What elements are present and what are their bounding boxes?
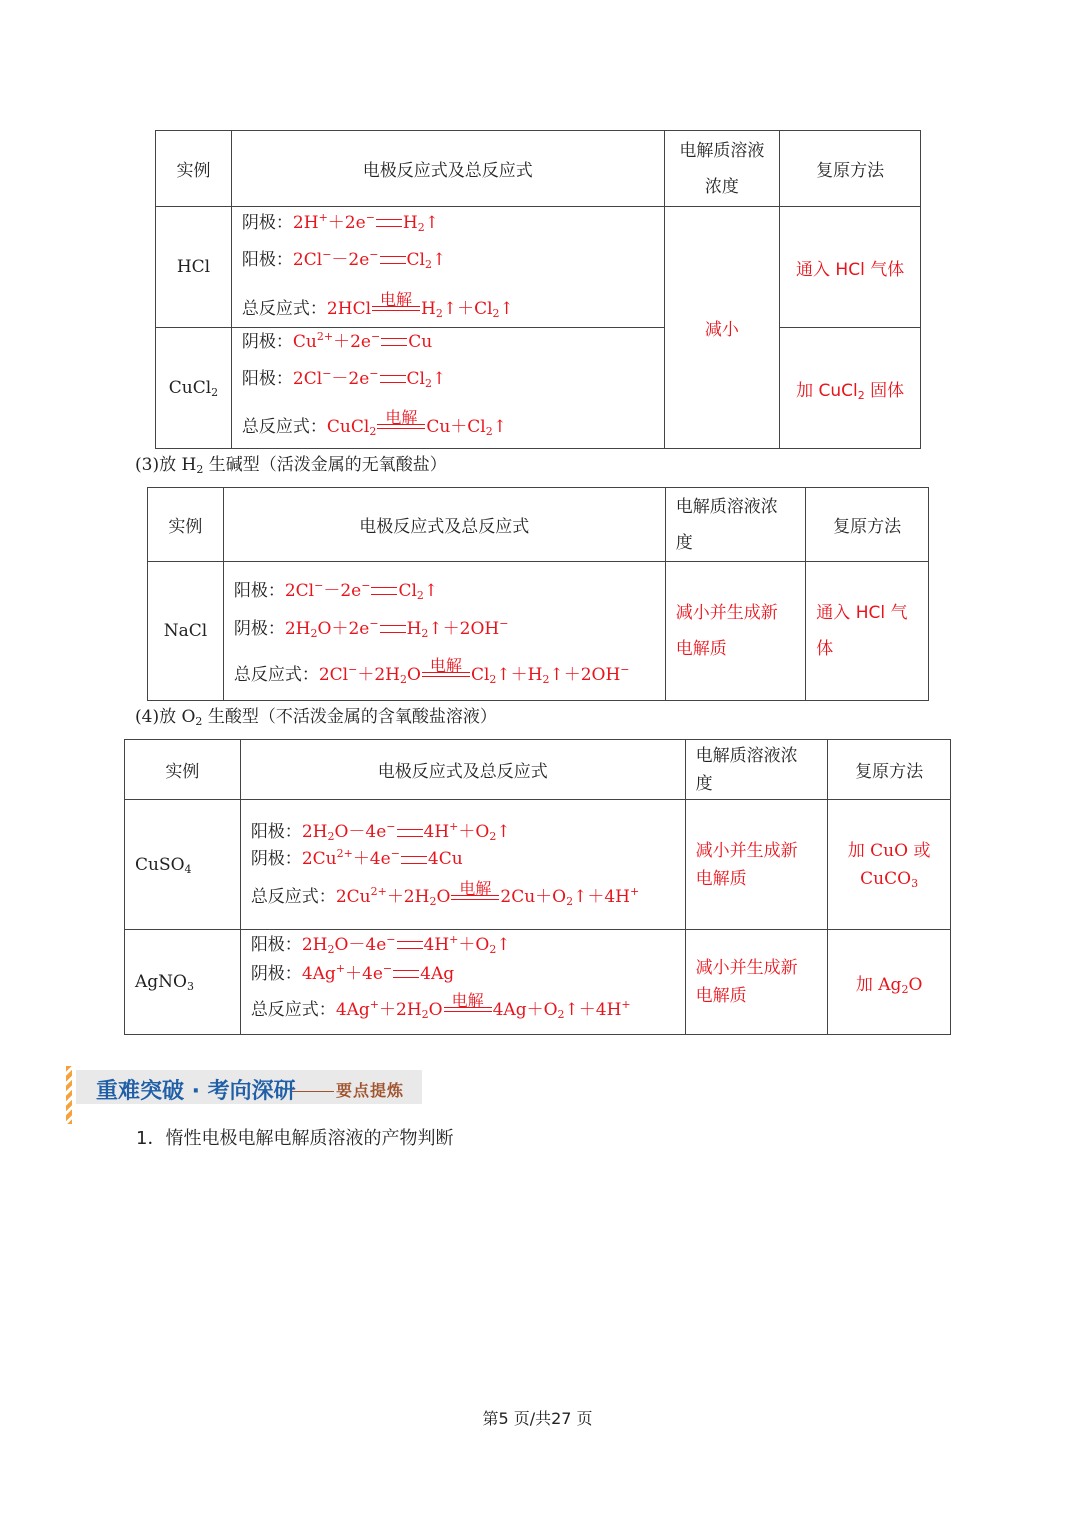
header-restore: 复原方法	[806, 488, 929, 562]
header-restore: 复原方法	[828, 740, 951, 800]
header-example: 实例	[156, 131, 232, 207]
example-cuso4: CuSO$_4$	[125, 800, 241, 930]
table-cuso4-agno3	[124, 739, 951, 1035]
concentration-decrease: 减小	[664, 207, 780, 449]
header-example: 实例	[148, 488, 224, 562]
header-reactions: 电极反应式及总反应式	[223, 488, 665, 562]
header-concentration: 电解质溶液浓 度	[685, 740, 828, 800]
heading-stripe	[66, 1066, 72, 1124]
restore-cucl2: 加 CuCl$_2$ 固体	[780, 328, 921, 449]
concentration-agno3: 减小并生成新 电解质	[685, 930, 828, 1035]
reactions-cucl2: 阴极：$Cu^{2+}+2e^-$ Cu 阳极：2Cl−－2e− $Cl_2↑$ 总反应式：CuCl$_2$ 电解 $Cu+Cl_2↑$	[231, 328, 664, 449]
reactions-nacl: 阳极：2Cl−－2e− $Cl_2↑$ 阴极：$2H_2O+2e^-$ $H_2↑+2OH^-$ 总反应式：$2Cl^-+2H_2O$ 电解 $Cl_2↑+H_2↑+2OH^-$	[223, 562, 665, 701]
section-title: 重难突破 · 考向深研	[96, 1079, 296, 1104]
example-cucl2: CuCl$_2$	[156, 328, 232, 449]
concentration-nacl: 减小并生成新 电解质	[665, 562, 806, 701]
point-1: 1．惰性电极电解电解质溶液的产物判断	[136, 1128, 454, 1149]
caption-h2-base: (3)放 $H_2$ 生碱型（活泼金属的无氧酸盐）	[135, 455, 447, 476]
example-nacl: NaCl	[148, 562, 224, 701]
reactions-agno3: 阳极：$2H_2O-4e^-$ $4H^++O_2↑$ 阴极：4Ag+＋4e− 4Ag 总反应式：$4Ag^++2H_2O$ 电解 $4Ag+O_2↑+4H^+$	[240, 930, 685, 1035]
heading-dash	[292, 1091, 334, 1092]
restore-agno3: 加 $Ag_2O$	[828, 930, 951, 1035]
header-concentration: 电解质溶液浓 度	[665, 488, 806, 562]
concentration-cuso4: 减小并生成新 电解质	[685, 800, 828, 930]
caption-o2-acid: (4)放 $O_2$ 生酸型（不活泼金属的含氧酸盐溶液）	[135, 707, 497, 728]
example-agno3: AgNO$_3$	[125, 930, 241, 1035]
header-concentration: 电解质溶液 浓度	[664, 131, 780, 207]
restore-hcl: 通入 HCl 气体	[780, 207, 921, 328]
header-example: 实例	[125, 740, 241, 800]
section-subtitle: 要点提炼	[336, 1081, 405, 1100]
header-reactions: 电极反应式及总反应式	[231, 131, 664, 207]
table-nacl	[147, 487, 929, 701]
header-restore: 复原方法	[780, 131, 921, 207]
section-heading	[66, 1066, 422, 1106]
restore-cuso4: 加 CuO 或 CuCO$_3$	[828, 800, 951, 930]
page-footer: 第5 页/共27 页	[482, 1409, 593, 1428]
reactions-hcl: 阴极：2H+＋2e− $H_2↑$ 阳极：2Cl−－2e− $Cl_2↑$ 总反应式：2HCl 电解 $H_2↑+Cl_2↑$	[231, 207, 664, 328]
table-hcl-cucl2	[155, 130, 921, 449]
restore-nacl: 通入 HCl 气 体	[806, 562, 929, 701]
header-reactions: 电极反应式及总反应式	[240, 740, 685, 800]
example-hcl: HCl	[156, 207, 232, 328]
reactions-cuso4: 阳极：$2H_2O-4e^-$ $4H^++O_2↑$ 阴极：$2Cu^{2+}+4e^-$ 4Cu 总反应式：$2Cu^{2+}+2H_2O$ 电解 $2Cu+O_2↑+4H^+$	[240, 800, 685, 930]
